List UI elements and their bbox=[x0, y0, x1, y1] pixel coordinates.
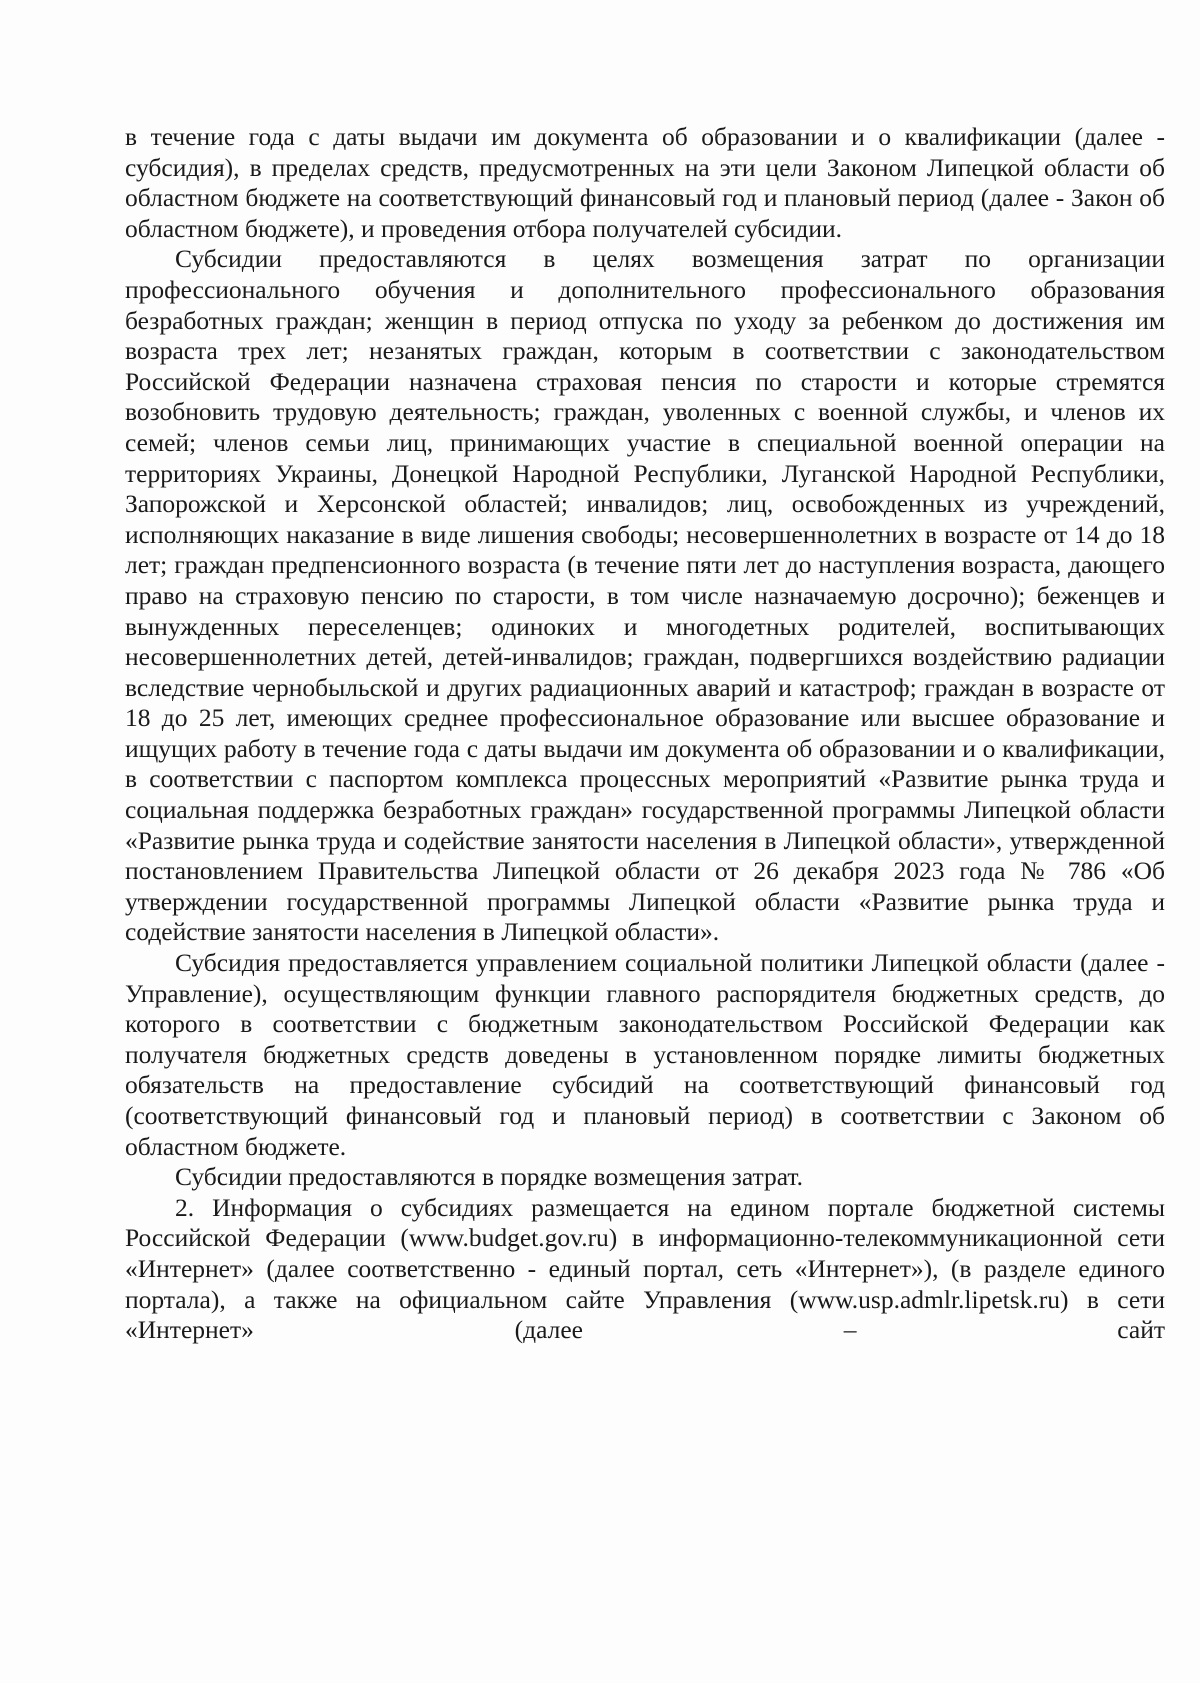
paragraph-reimbursement: Субсидии предоставляются в порядке возмещения затрат. bbox=[175, 1162, 803, 1192]
paragraph-subsidy-purpose: Субсидии предоставляются в целях возмещения затрат по организации профессионального обучения и дополнительного профессионального образования безработных граждан; женщин в период отпуска по уходу за ребенком до достижения им возраста трех лет; незанятых граждан, которым в соответствии с законодательством Российской Федерации назначена страховая пенсия по старости и которые стремятся возобновить трудовую деятельность; граждан, уволенных с военной службы, и членов их семей; членов семьи лиц, принимающих участие в специальной военной операции на территориях Украины, Донецкой Народной Республики, Луганской Народной Республики, Запорожской и Херсонской областей; инвалидов; лиц, освобожденных из учреждений, исполняющих наказание в виде лишения свободы; несовершеннолетних в возрасте от 14 до 18 лет; граждан предпенсионного возраста (в течение пяти лет до наступления возраста, дающего право на страховую пенсию по старости, в том числе назначаемую досрочно); беженцев и вынужденных переселенцев; одиноких и многодетных родителей, воспитывающих несовершеннолетних детей, детей-инвалидов; граждан, подвергшихся воздействию радиации вследствие чернобыльской и других радиационных аварий и катастроф; граждан в возрасте от 18 до 25 лет, имеющих среднее профессиональное образование или высшее образование и ищущих работу в течение года с даты выдачи им документа об образовании и о квалификации, в соответствии с паспортом комплекса процессных мероприятий «Развитие рынка труда и социальная поддержка безработных граждан» государственной программы Липецкой области «Развитие рынка труда и содействие занятости населения в Липецкой области», утвержденной постановлением Правительства Липецкой области от 26 декабря 2023 года № 786 «Об утверждении государственной программы Липецкой области «Развитие рынка труда и содействие занятости населения в Липецкой области». bbox=[125, 244, 1165, 947]
paragraph-information-portal: 2. Информация о субсидиях размещается на едином портале бюджетной системы Российской Федерации (www.budget.gov.ru) в информационно-телекоммуникационной сети «Интернет» (далее соответственно - единый портал, сеть «Интернет»), (в разделе единого портала), а также на официальном сайте Управления (www.usp.admlr.lipetsk.ru) в сети «Интернет» (далее – сайт bbox=[125, 1192, 1165, 1345]
paragraph-subsidy-provider: Субсидия предоставляется управлением социальной политики Липецкой области (далее - Управление), осуществляющим функции главного распорядителя бюджетных средств, до которого в соответствии с бюджетным законодательством Российской Федерации как получателя бюджетных средств доведены в установленном порядке лимиты бюджетных обязательств на предоставление субсидий на соответствующий финансовый год (соответствующий финансовый год и плановый период) в соответствии с Законом об областном бюджете. bbox=[125, 948, 1165, 1161]
document-body bbox=[125, 122, 1165, 1346]
paragraph-continuation: в течение года с даты выдачи им документа об образовании и о квалификации (далее - субсидия), в пределах средств, предусмотренных на эти цели Законом Липецкой области об областном бюджете на соответствующий финансовый год и плановый период (далее - Закон об областном бюджете), и проведения отбора получателей субсидии. bbox=[125, 122, 1165, 243]
